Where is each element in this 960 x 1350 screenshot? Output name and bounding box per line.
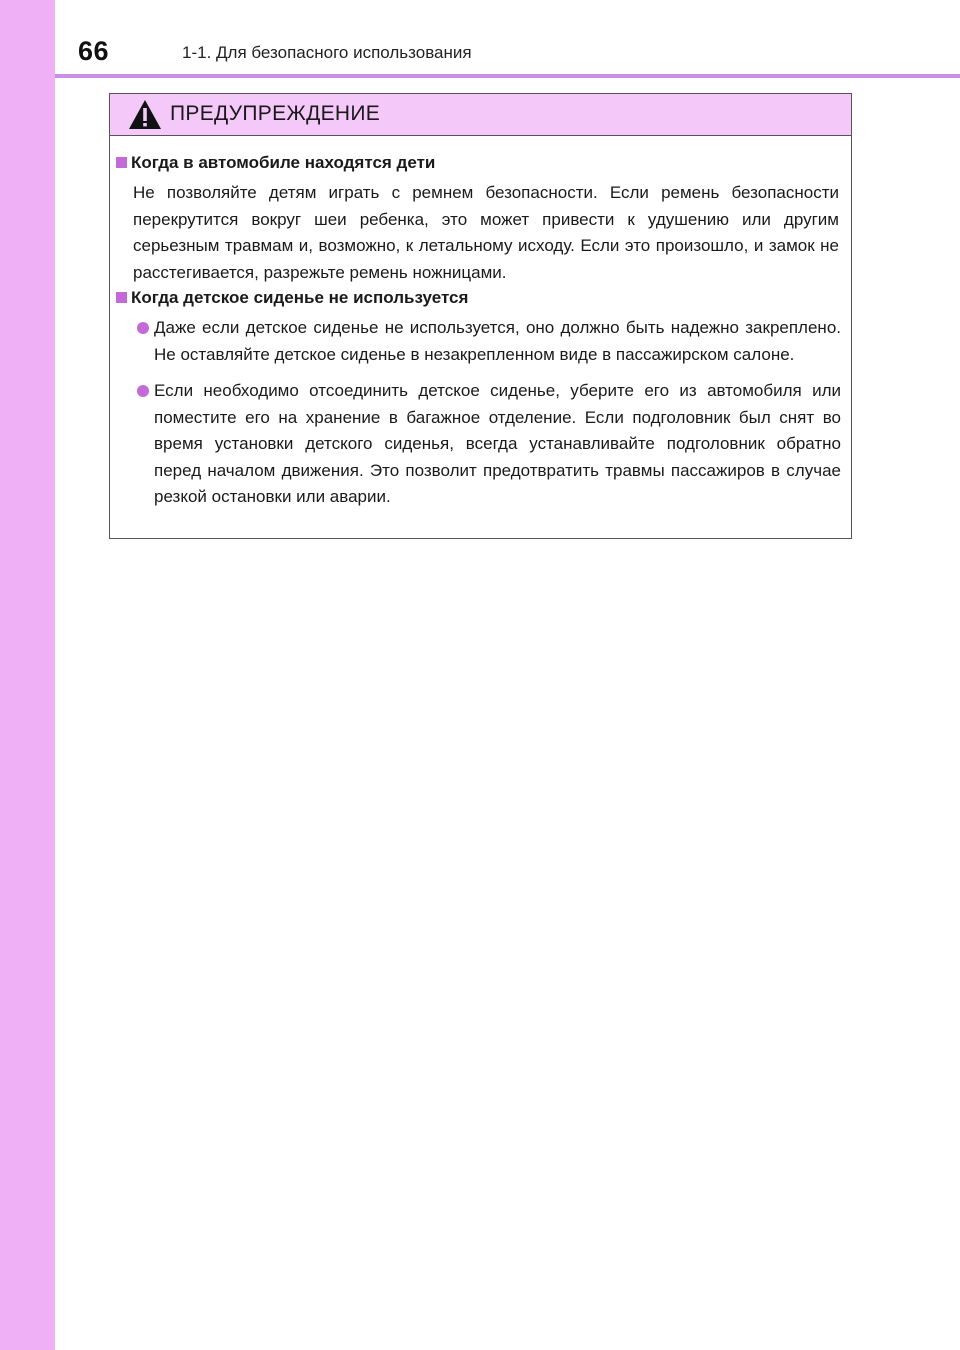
section-heading-text: Когда в автомобиле находятся дети: [131, 153, 436, 172]
section-heading: [110, 285, 851, 311]
section-heading-text: Когда детское сиденье не используется: [131, 288, 469, 307]
section-paragraph: Не позволяйте детям играть с ремнем безопасности. Если ремень безопасности перекрутится вокруг шеи ребенка, это может привести к удушению или другим серьезным травмам и, возможно, к летальному исходу. Если это произошло, и замок не расстегивается, разрежьте ремень ножницами.: [133, 183, 839, 282]
page-number: 66: [78, 36, 110, 66]
bullet-text: Если необходимо отсоединить детское сиденье, уберите его из автомобиля или поместите его на хранение в багажное отделение. Если подголовник был снят во время установки детского сиденья, всегда устанавливайте подголовник обратно перед началом движения. Это позволит предотвратить травмы пассажиров в случае резкой остановки или аварии.: [154, 381, 841, 506]
bullet-item: [110, 378, 851, 511]
warning-box: [109, 93, 852, 539]
side-tab-strip: [0, 0, 55, 1350]
warning-triangle-icon: [128, 99, 162, 131]
bullet-item: [110, 315, 851, 368]
warning-section-children-in-vehicle: [110, 150, 851, 286]
square-bullet-icon: [116, 292, 127, 303]
section-title: 1-1. Для безопасного использования: [182, 43, 472, 62]
warning-header: [110, 94, 851, 136]
circle-bullet-icon: [137, 385, 149, 397]
warning-title: ПРЕДУПРЕЖДЕНИЕ: [170, 102, 381, 125]
bullet-text: Даже если детское сиденье не используется, оно должно быть надежно закреплено. Не оставляйте детское сиденье в незакрепленном виде в пассажирском салоне.: [154, 318, 841, 364]
section-heading: [110, 150, 851, 176]
warning-section-child-seat-not-in-use: [110, 285, 851, 511]
circle-bullet-icon: [137, 322, 149, 334]
square-bullet-icon: [116, 157, 127, 168]
header-rule: [55, 74, 960, 78]
